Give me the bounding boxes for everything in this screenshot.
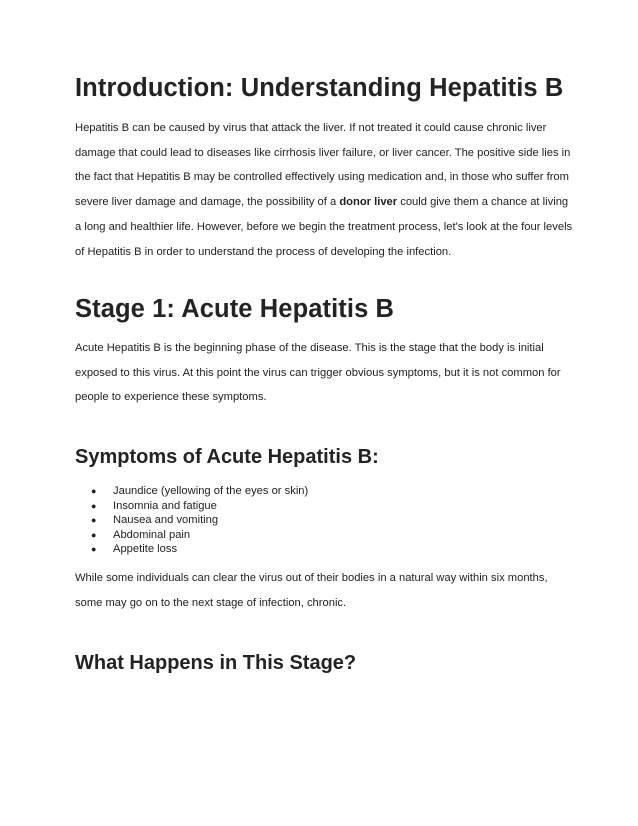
list-item — [75, 513, 308, 528]
bullet-icon: ● — [91, 500, 97, 511]
intro-line-4 — [75, 190, 575, 215]
stage1-paragraph — [75, 336, 575, 410]
bullet-icon: ● — [91, 529, 97, 540]
bullet-icon: ● — [91, 544, 97, 554]
intro-line-4-post: could give them a chance at living — [397, 196, 569, 209]
list-item — [75, 542, 308, 557]
list-item-text: Abdominal pain — [113, 528, 191, 541]
list-item — [75, 528, 308, 543]
intro-line-5: a long and healthier life. However, before we begin the treatment process, let's look at the four levels — [75, 220, 573, 233]
list-item-text: Insomnia and fatigue — [113, 499, 217, 512]
list-item-text: Jaundice (yellowing of the eyes or skin) — [113, 485, 309, 497]
list-item — [75, 499, 308, 514]
stage1-line-2: exposed to this virus. At this point the virus can trigger obvious symptoms, but it is not common for — [75, 366, 561, 379]
intro-paragraph — [75, 116, 575, 264]
stage1-heading: Stage 1: Acute Hepatitis B — [75, 295, 395, 323]
symptoms-followup-paragraph — [75, 566, 575, 615]
what-happens-heading: What Happens in This Stage? — [75, 652, 357, 674]
symptoms-heading: Symptoms of Acute Hepatitis B: — [75, 446, 379, 468]
bullet-icon: ● — [91, 515, 97, 525]
list-item-text: Appetite loss — [113, 543, 178, 555]
followup-line-2: some may go on to the next stage of infection, chronic. — [75, 596, 347, 609]
intro-line-1: Hepatitis B can be caused by virus that attack the liver. If not treated it could cause chronic liver — [75, 122, 547, 134]
list-item — [75, 484, 308, 499]
stage1-line-3: people to experience these symptoms. — [75, 391, 267, 404]
bullet-icon: ● — [91, 486, 97, 496]
stage1-line-1: Acute Hepatitis B is the beginning phase of the disease. This is the stage that the body is initial — [75, 342, 544, 354]
intro-heading: Introduction: Understanding Hepatitis B — [75, 74, 564, 102]
intro-line-3: the fact that Hepatitis B may be controlled effectively using medication and, in those who suffer from — [75, 171, 569, 184]
donor-liver-link: donor liver — [339, 196, 398, 209]
followup-line-1: While some individuals can clear the virus out of their bodies in a natural way within six months, — [75, 572, 548, 584]
symptoms-list — [75, 484, 308, 557]
list-item-text: Nausea and vomiting — [113, 514, 219, 526]
intro-line-2: damage that could lead to diseases like cirrhosis liver failure, or liver cancer. The positive side lies in — [75, 146, 571, 159]
intro-line-4-pre: severe liver damage and damage, the possibility of a — [75, 196, 340, 209]
intro-line-6: of Hepatitis B in order to understand the process of developing the infection. — [75, 245, 452, 258]
